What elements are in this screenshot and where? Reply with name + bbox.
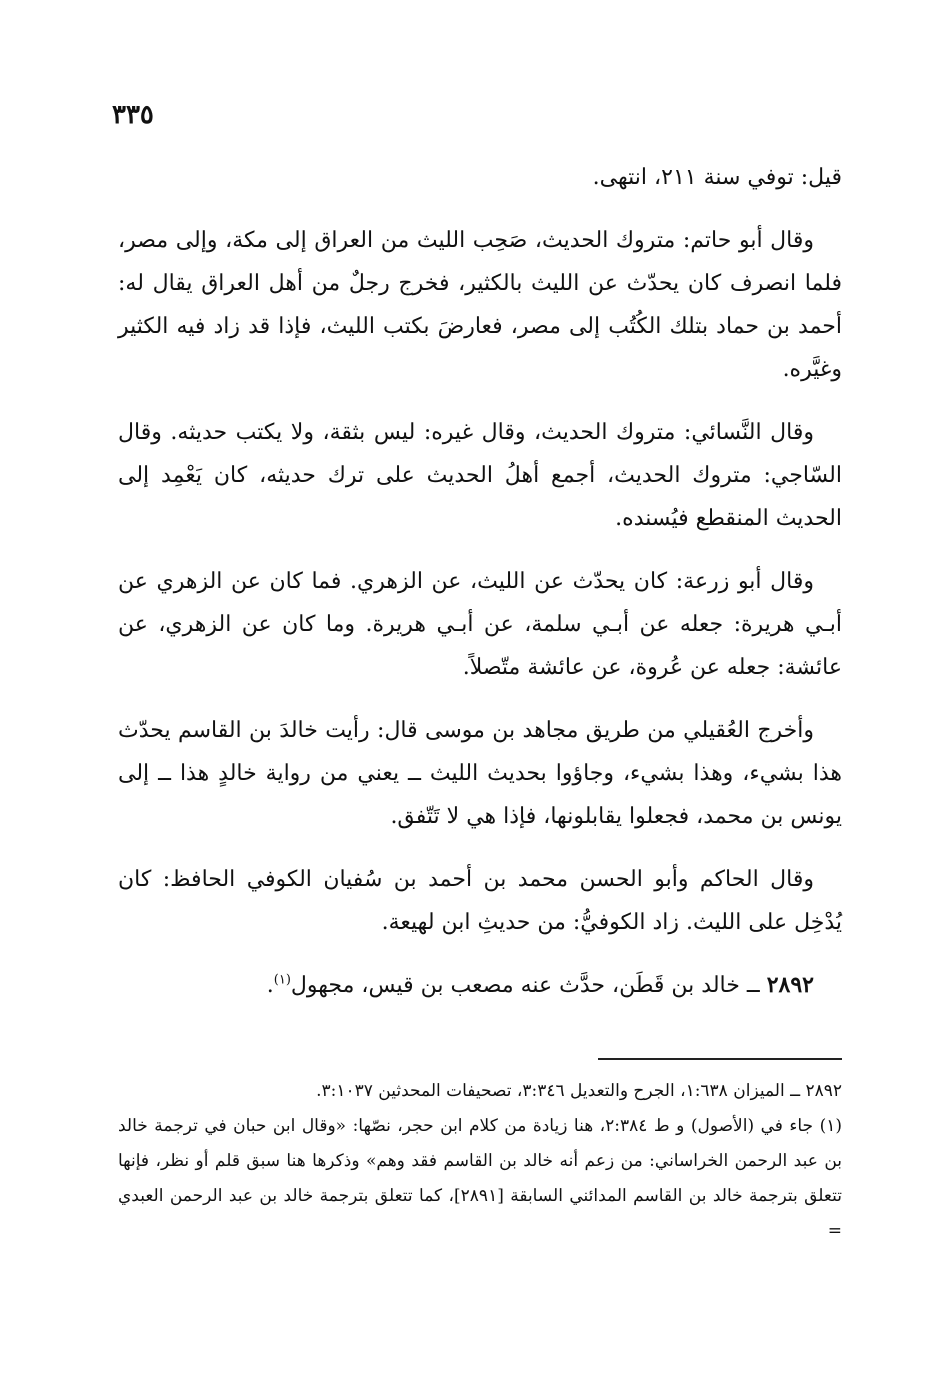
paragraph: وقال أبو زرعة: كان يحدّث عن الليث، عن الزهري. فما كان عن الزهري عن أبـي هريرة: جعله عن أبـي سلمة، عن أبـي هريرة. وما كان عن الزهري، عن عائشة: جعله عن عُروة، عن عائشة متّصلاً. — [118, 569, 842, 680]
footnote-sources — [118, 1074, 842, 1109]
main-text — [118, 156, 842, 1027]
sources-number: ٢٨٩٢ — [805, 1081, 842, 1101]
footnote-marker: (١) — [819, 1116, 842, 1136]
entry-text: خالد بن قَطَن، حدَّث عنه مصعب بن قيس، مجهول — [290, 973, 740, 998]
paragraph: وأخرج العُقيلي من طريق مجاهد بن موسى قال: رأيت خالدَ بن القاسم يحدّث هذا بشيء، وهذا بشيء، وجاؤوا بحديث الليث ــ يعني من رواية خالدٍ هذا ــ إلى يونس بن محمد، فجعلوا يقابلونها، فإذا هي لا تَتّفق. — [118, 718, 843, 829]
footnote-note — [118, 1109, 842, 1249]
page-number: ٣٣٥ — [112, 100, 154, 130]
entry-dash: ــ — [746, 973, 760, 998]
footnotes — [118, 1074, 842, 1249]
footnote-text: جاء في (الأصول) و ط ٢:٣٨٤، هنا زيادة من كلام ابن حجر، نصّها: «وقال ابن حبان في ترجمة خالد بن عبد الرحمن الخراساني: من زعم أنه خالد بن القاسم فقد وهم» وذكرها هنا سبق قلم أو نظر، فإنها تتعلق بترجمة خالد بن القاسم المدائني السابقة [٢٨٩١]، كما تتعلق بترجمة خالد بن عبد الرحمن العبدي = — [118, 1116, 842, 1241]
footnote-reference[interactable]: (١) — [273, 972, 291, 988]
paragraph: وقال النَّسائي: متروك الحديث، وقال غيره: ليس بثقة، ولا يكتب حديثه. وقال السّاجي: متروك الحديث، أجمع أهلُ الحديث على ترك حديثه، كان يَعْمِد إلى الحديث المنقطع فيُسنده. — [118, 420, 842, 531]
entry-end: . — [266, 973, 274, 998]
sources-text: الميزان ١:٦٣٨، الجرح والتعديل ٣:٣٤٦، تصحيفات المحدثين ٣:١٠٣٧. — [316, 1081, 785, 1101]
entry-paragraph — [118, 964, 842, 1007]
footnote-divider — [598, 1058, 842, 1060]
paragraph: قيل: توفي سنة ٢١١، انتهى. — [592, 165, 842, 190]
paragraph: وقال أبو حاتم: متروك الحديث، صَحِب الليث من العراق إلى مكة، وإلى مصر، فلما انصرف كان يحدّث عن الليث بالكثير، فخرج رجلٌ من أهل العراق يقال له: أحمد بن حماد بتلك الكُتُب إلى مصر، فعارضَ بكتب الليث، فإذا قد زاد فيه الكثير وغيَّره. — [118, 228, 842, 382]
paragraph: وقال الحاكم وأبو الحسن محمد بن أحمد بن سُفيان الكوفي الحافظ: كان يُدْخِل على الليث. زاد الكوفيُّ: من حديثِ ابن لهيعة. — [118, 867, 842, 935]
sources-dash: ــ — [790, 1081, 801, 1101]
entry-number: ٢٨٩٢ — [766, 972, 814, 998]
